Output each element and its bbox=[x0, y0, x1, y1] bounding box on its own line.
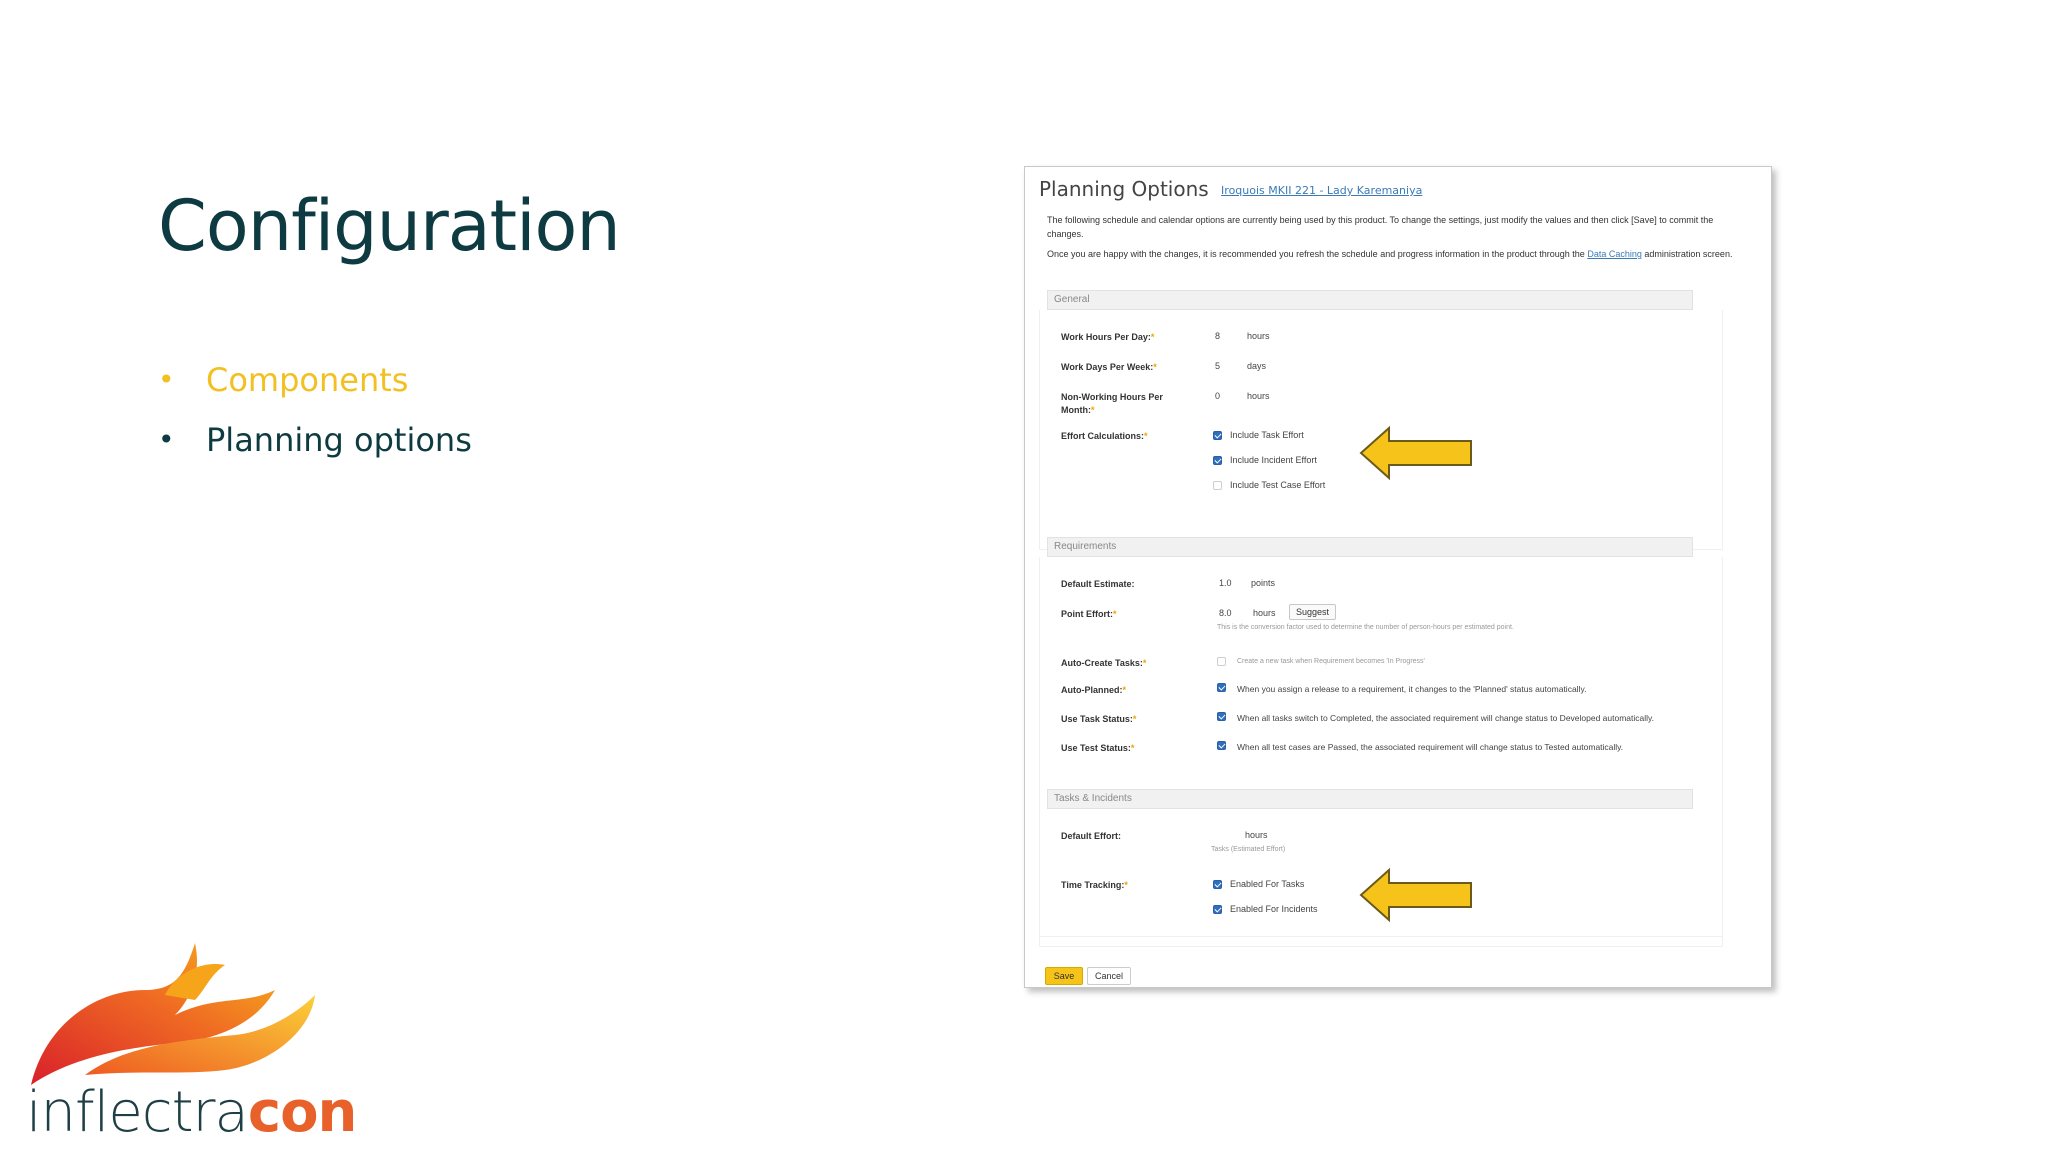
default-estimate-label: Default Estimate: bbox=[1061, 579, 1135, 589]
project-link[interactable]: Iroquois MKII 221 - Lady Karemaniya bbox=[1221, 184, 1423, 197]
include-task-effort-checkbox[interactable] bbox=[1213, 431, 1222, 440]
work-days-value[interactable]: 5 bbox=[1215, 361, 1221, 371]
section-general[interactable]: General bbox=[1047, 290, 1693, 310]
intro-text-2: Once you are happy with the changes, it is recommended you refresh the schedule and progress information in the product through the Data Caching administration screen. bbox=[1047, 249, 1733, 259]
point-effort-unit: hours bbox=[1253, 608, 1276, 618]
planning-options-header bbox=[1039, 177, 1422, 201]
include-incident-effort-checkbox[interactable] bbox=[1213, 456, 1222, 465]
use-test-status-checkbox[interactable] bbox=[1217, 741, 1226, 750]
inflectracon-logo-text: inflectracon bbox=[26, 1080, 357, 1145]
include-incident-effort-label: Include Incident Effort bbox=[1230, 455, 1317, 465]
include-test-case-effort-checkbox[interactable] bbox=[1213, 481, 1222, 490]
point-effort-hint: This is the conversion factor used to determine the number of person-hours per estimated point. bbox=[1217, 624, 1514, 631]
bullet-components[interactable]: • Components bbox=[158, 350, 472, 410]
enabled-for-tasks-label: Enabled For Tasks bbox=[1230, 879, 1305, 889]
page-title: Planning Options bbox=[1039, 177, 1209, 201]
enabled-for-incidents-checkbox[interactable] bbox=[1213, 905, 1222, 914]
default-effort-label: Default Effort: bbox=[1061, 831, 1121, 841]
point-effort-value[interactable]: 8.0 bbox=[1219, 608, 1232, 618]
non-working-unit: hours bbox=[1247, 391, 1270, 401]
work-hours-unit: hours bbox=[1247, 331, 1270, 341]
use-task-status-checkbox[interactable] bbox=[1217, 712, 1226, 721]
work-hours-value[interactable]: 8 bbox=[1215, 331, 1221, 341]
use-task-status-label: Use Task Status:* bbox=[1061, 714, 1137, 724]
save-button[interactable]: Save bbox=[1045, 967, 1083, 985]
planning-options-screenshot bbox=[1024, 166, 1772, 988]
non-working-label: Non-Working Hours Per Month:* bbox=[1061, 392, 1163, 415]
non-working-value[interactable]: 0 bbox=[1215, 391, 1221, 401]
default-effort-hint: Tasks (Estimated Effort) bbox=[1211, 846, 1286, 853]
point-effort-label: Point Effort:* bbox=[1061, 609, 1117, 619]
section-tasks-incidents[interactable]: Tasks & Incidents bbox=[1047, 789, 1693, 809]
use-task-status-text: When all tasks switch to Completed, the associated requirement will change status to Developed automatically. bbox=[1237, 713, 1655, 723]
effort-calculations-label: Effort Calculations:* bbox=[1061, 431, 1148, 441]
work-hours-label: Work Hours Per Day:* bbox=[1061, 332, 1155, 342]
enabled-for-tasks-checkbox[interactable] bbox=[1213, 880, 1222, 889]
auto-create-tasks-label: Auto-Create Tasks:* bbox=[1061, 658, 1147, 668]
use-test-status-text: When all test cases are Passed, the associated requirement will change status to Tested automatically. bbox=[1237, 742, 1624, 752]
auto-create-tasks-checkbox[interactable] bbox=[1217, 657, 1226, 666]
auto-planned-label: Auto-Planned:* bbox=[1061, 685, 1127, 695]
cancel-button[interactable]: Cancel bbox=[1087, 967, 1131, 985]
enabled-for-incidents-label: Enabled For Incidents bbox=[1230, 904, 1318, 914]
arrow-pointer-icon bbox=[1359, 425, 1479, 481]
work-days-unit: days bbox=[1247, 361, 1267, 371]
auto-planned-checkbox[interactable] bbox=[1217, 683, 1226, 692]
include-task-effort-label: Include Task Effort bbox=[1230, 430, 1304, 440]
bullet-list bbox=[158, 350, 472, 470]
default-estimate-unit: points bbox=[1251, 578, 1276, 588]
time-tracking-label: Time Tracking:* bbox=[1061, 880, 1128, 890]
suggest-button[interactable]: Suggest bbox=[1289, 604, 1336, 620]
arrow-pointer-icon bbox=[1359, 867, 1479, 923]
default-effort-unit: hours bbox=[1245, 830, 1268, 840]
data-caching-link[interactable]: Data Caching bbox=[1587, 249, 1642, 259]
auto-create-tasks-text: Create a new task when Requirement becomes 'In Progress' bbox=[1237, 658, 1425, 665]
section-requirements[interactable]: Requirements bbox=[1047, 537, 1693, 557]
include-test-case-effort-label: Include Test Case Effort bbox=[1230, 480, 1326, 490]
use-test-status-label: Use Test Status:* bbox=[1061, 743, 1135, 753]
slide-title: Configuration bbox=[158, 185, 620, 267]
default-estimate-value[interactable]: 1.0 bbox=[1219, 578, 1232, 588]
auto-planned-text: When you assign a release to a requirement, it changes to the 'Planned' status automatically. bbox=[1237, 684, 1587, 694]
intro-text-1: The following schedule and calendar options are currently being used by this product. To change the settings, just modify the values and then click [Save] to commit the changes. bbox=[1047, 215, 1714, 239]
work-days-label: Work Days Per Week:* bbox=[1061, 362, 1157, 372]
bullet-planning-options[interactable]: • Planning options bbox=[158, 410, 472, 470]
